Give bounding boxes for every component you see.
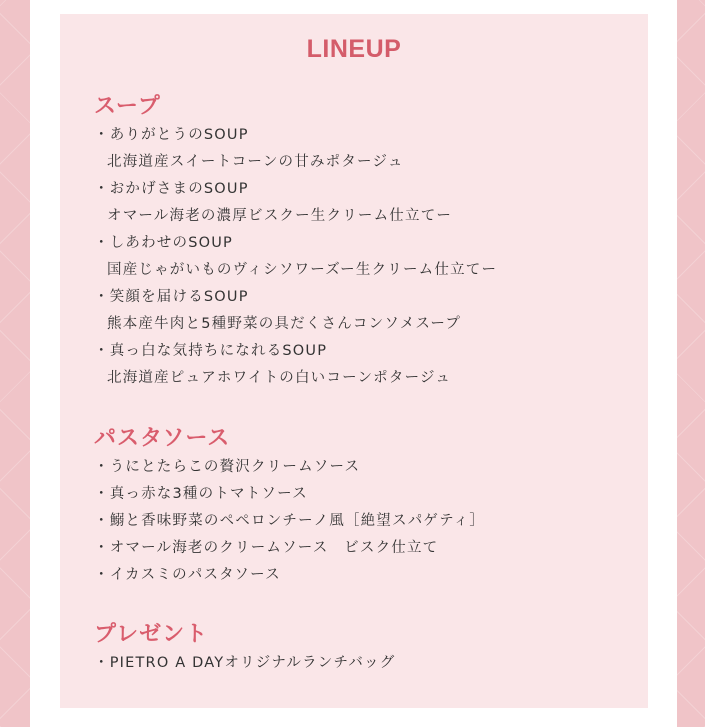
soup-item-name: ・笑顔を届けるSOUP [94, 289, 249, 305]
list-item [94, 176, 497, 230]
present-item: ・PIETRO A DAYオリジナルランチバッグ [94, 655, 396, 671]
lineup-box [60, 14, 648, 708]
pasta-item: ・オマール海老のクリームソース ビスク仕立て [94, 540, 439, 556]
pasta-item: ・鰯と香味野菜のペペロンチーノ風［絶望スパゲティ］ [94, 513, 486, 529]
content-panel [30, 0, 677, 727]
soup-item-desc: 北海道産ピュアホワイトの白いコーンポタージュ [107, 370, 452, 386]
list-item [94, 284, 497, 338]
present-heading: プレゼント [94, 622, 209, 647]
soup-item-desc: 熊本産牛肉と5種野菜の具だくさんコンソメスープ [107, 316, 462, 332]
pasta-heading: パスタソース [94, 426, 231, 451]
soup-item-desc: 国産じゃがいものヴィシソワーズー生クリーム仕立てー [107, 262, 498, 278]
pasta-section [94, 424, 485, 589]
pasta-item: ・うにとたらこの贅沢クリームソース [94, 459, 361, 475]
list-item [94, 454, 485, 589]
list-item [94, 338, 497, 392]
soup-heading: スープ [94, 94, 161, 119]
list-item [94, 230, 497, 284]
soup-item-name: ・おかげさまのSOUP [94, 181, 249, 197]
soup-item-desc: オマール海老の濃厚ビスクー生クリーム仕立てー [107, 208, 453, 224]
soup-item-name: ・真っ白な気持ちになれるSOUP [94, 343, 328, 359]
soup-item-desc: 北海道産スイートコーンの甘みポタージュ [107, 154, 404, 170]
present-section [94, 620, 395, 677]
lineup-title: LINEUP [306, 35, 402, 63]
pasta-item: ・イカスミのパスタソース [94, 567, 281, 583]
list-item [94, 650, 395, 677]
list-item [94, 122, 497, 176]
soup-item-name: ・ありがとうのSOUP [94, 127, 249, 143]
soup-item-name: ・しあわせのSOUP [94, 235, 233, 251]
soup-section [94, 92, 497, 392]
pasta-item: ・真っ赤な3種のトマトソース [94, 486, 308, 502]
